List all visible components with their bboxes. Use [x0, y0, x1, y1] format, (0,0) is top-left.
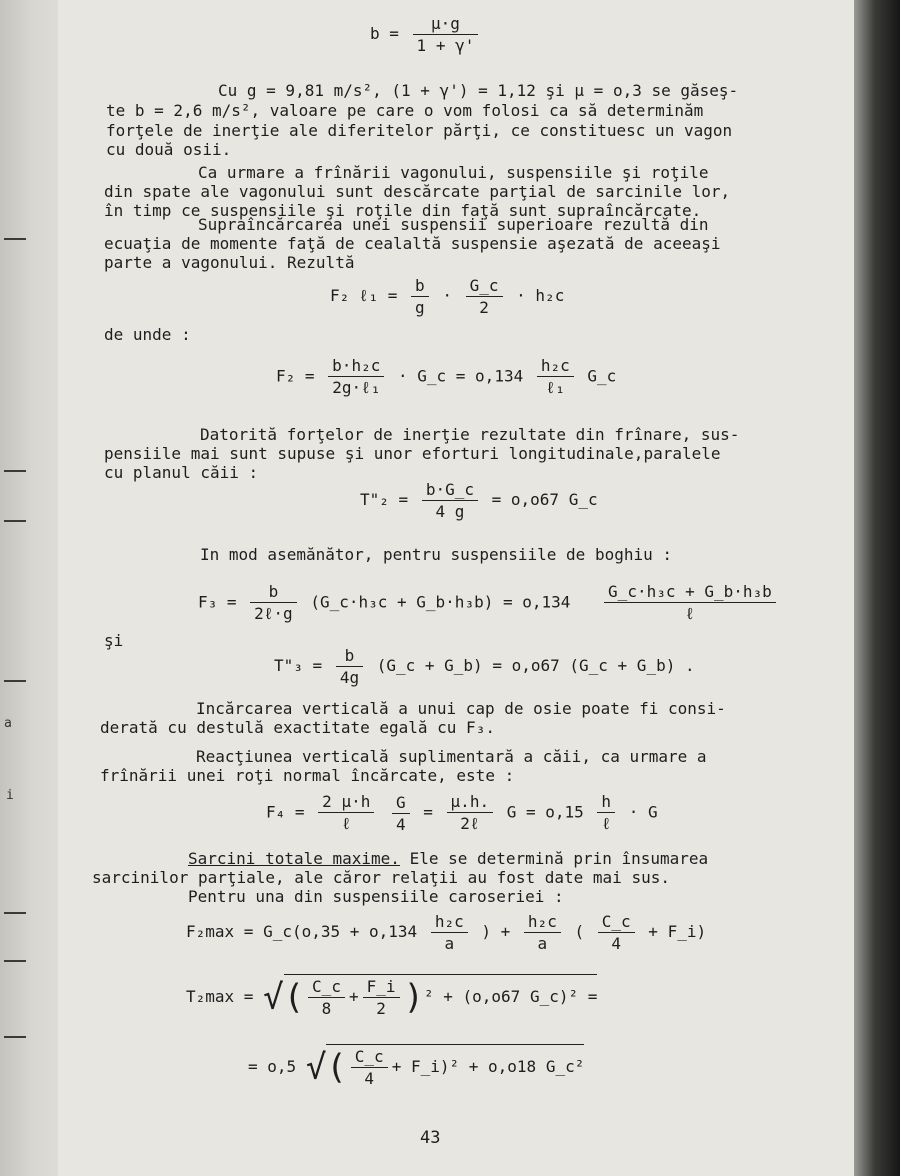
paragraph-line: din spate ale vagonului sunt descărcate parţial de sarcinile lor,: [104, 182, 731, 201]
equation-f2: F₂ = $\frac{\text{b·h₂c}}{\text{2g·ℓ₁}}$ · G_c = o,134 $\frac{\text{h₂c}}{\text{ℓ₁}}$ G_c: [276, 356, 617, 397]
fraction: $\frac{\mu.h.}{\text{2ℓ}}$: [447, 792, 494, 834]
fraction: $\frac{2 \mu\cdot h}{\text{ℓ}}$: [318, 792, 374, 834]
gutter-letter-i: i: [6, 788, 14, 803]
gutter-mark: [4, 680, 26, 682]
paragraph-line: Pentru una din suspensiile caroseriei :: [188, 887, 564, 906]
gutter-mark: [4, 912, 26, 914]
paragraph-line: In mod asemănător, pentru suspensiile de boghiu :: [200, 545, 673, 564]
fraction: $\frac{C\_c}{4}$: [351, 1047, 388, 1088]
gutter-mark: [4, 470, 26, 472]
equation-t3: T"₃ = $\frac{b}{4g}$ (G_c + G_b) = o,o67 (G_c + G_b) .: [274, 646, 695, 687]
eq-lhs: b =: [370, 24, 399, 43]
fraction: $\frac{b}{4g}$: [336, 646, 363, 687]
gutter-mark: [4, 1036, 26, 1038]
equation-t2: T"₂ = $\frac{b\cdot G\_c}{4 g}$ = o,o67 G_c: [360, 480, 598, 521]
equation-b: [370, 14, 482, 55]
fraction: $\frac{G}{4}$: [392, 793, 410, 834]
paragraph-line: Supraîncărcarea unei suspensii superioare rezultă din: [198, 215, 709, 234]
equation-f3: F₃ = $\frac{b}{\text{2ℓ·g}}$ (G_c·h₃c + G_b·h₃b) = o,134 $\frac{\text{G\_c·h₃c + G\_b·h₃b}}{\text{ℓ}}$: [198, 582, 780, 624]
document-page: [58, 0, 854, 1176]
paragraph-line: sarcinilor parţiale, ale căror relaţii au fost date mai sus.: [92, 868, 670, 887]
fraction: $\frac{F\_i}{2}$: [363, 977, 400, 1018]
label-si: şi: [104, 631, 124, 650]
sqrt-symbol: √: [263, 977, 284, 1018]
label-de-unde: de unde :: [104, 325, 191, 344]
fraction: $\frac{C\_c}{8}$: [308, 977, 345, 1018]
fraction: $\frac{b}{\text{2ℓ·g}}$: [250, 582, 297, 624]
paragraph-line: forţele de inerţie ale diferitelor părţi, ce constituesc un vagon: [106, 121, 733, 140]
paragraph-line: ecuaţia de momente faţă de cealaltă suspensie aşezată de aceeaşi: [104, 234, 721, 253]
paragraph-line: frînării unei roţi normal încărcate, este :: [100, 766, 515, 785]
paragraph-line: Cu g = 9,81 m/s², (1 + γ') = 1,12 şi μ = o,3 se găseş-: [218, 81, 739, 100]
fraction: $\frac{b\cdot G\_c}{4 g}$: [422, 480, 478, 521]
gutter-mark: [4, 960, 26, 962]
fraction: $\frac{\text{b·h₂c}}{\text{2g·ℓ₁}}$: [328, 356, 384, 398]
page-number: 43: [420, 1128, 441, 1148]
radicand: ( $\frac{C\_c}{4}$ + F_i)² + o,o18 G_c²: [326, 1044, 584, 1088]
equation-t2max-simplified: = o,5 √( $\frac{C\_c}{4}$ + F_i)² + o,o18 G_c²: [248, 1044, 584, 1088]
paragraph-line: te b = 2,6 m/s², valoare pe care o vom folosi ca să determinăm: [106, 101, 704, 120]
fraction: $\frac{\text{h₂c}}{a}$: [431, 912, 468, 953]
equation-f2max: F₂max = G_c(o,35 + o,134 $\frac{\text{h₂c}}{a}$ ) + $\frac{\text{h₂c}}{a}$ ( $\frac{C\_c}{4}$ + F_i): [186, 912, 707, 953]
fraction: $\frac{h}{\text{ℓ}}$: [597, 792, 615, 834]
equation-f4: F₄ = $\frac{2 \mu\cdot h}{\text{ℓ}}$ $\frac{G}{4}$ = $\frac{\mu.h.}{\text{2ℓ}}$ G = o,15 $\frac{h}{\text{ℓ}}$ · G: [266, 792, 658, 834]
equation-t2max: T₂max = √( $\frac{C\_c}{8}$ + $\frac{F\_i}{2}$ )² + (o,o67 G_c)² =: [186, 974, 597, 1018]
section-heading-line: Sarcini totale maxime. Ele se determină prin însumarea: [188, 849, 709, 868]
paragraph-line: în timp ce suspensiile şi roţile din faţă sunt supraîncărcate.: [104, 201, 702, 220]
right-page-edge: [854, 0, 900, 1176]
paragraph-line: Ca urmare a frînării vagonului, suspensiile şi roţile: [198, 163, 709, 182]
fraction: $\frac{\text{h₂c}}{a}$: [524, 912, 561, 953]
left-page-edge: [0, 0, 58, 1176]
paragraph-line: cu două osii.: [106, 140, 232, 159]
sqrt-symbol: √: [305, 1047, 327, 1088]
fraction: $\frac{\text{G\_c·h₃c + G\_b·h₃b}}{\text{ℓ}}$: [604, 582, 776, 624]
paragraph-line: pensiile mai sunt supuse şi unor eforturi longitudinale,paralele: [104, 444, 721, 463]
fraction: $\frac{\mu\cdot g}{1 + \gamma'}$: [413, 14, 479, 55]
section-title: Sarcini totale maxime.: [188, 849, 400, 868]
gutter-mark: [4, 238, 26, 240]
gutter-letter-a: a: [4, 716, 12, 731]
fraction: $\frac{C\_c}{4}$: [598, 912, 635, 953]
paragraph-line: cu planul căii :: [104, 463, 259, 482]
gutter-mark: [4, 520, 26, 522]
fraction: $\frac{G\_c}{2}$: [466, 276, 503, 317]
paragraph-line: parte a vagonului. Rezultă: [104, 253, 355, 272]
fraction: $\frac{\text{h₂c}}{\text{ℓ₁}}$: [537, 356, 574, 398]
radicand: ( $\frac{C\_c}{8}$ + $\frac{F\_i}{2}$ )² + (o,o67 G_c)² =: [284, 974, 598, 1018]
paragraph-line: Incărcarea verticală a unui cap de osie poate fi consi-: [196, 699, 726, 718]
paragraph-line: derată cu destulă exactitate egală cu F₃.: [100, 718, 495, 737]
fraction: $\frac{b}{g}$: [411, 276, 429, 317]
paragraph-line: Datorită forţelor de inerţie rezultate din frînare, sus-: [200, 425, 740, 444]
paragraph-line: Reacţiunea verticală suplimentară a căii, ca urmare a: [196, 747, 707, 766]
equation-f2-moment: F₂ ℓ₁ = $\frac{b}{g}$ · $\frac{G\_c}{2}$ · h₂c: [330, 276, 565, 317]
